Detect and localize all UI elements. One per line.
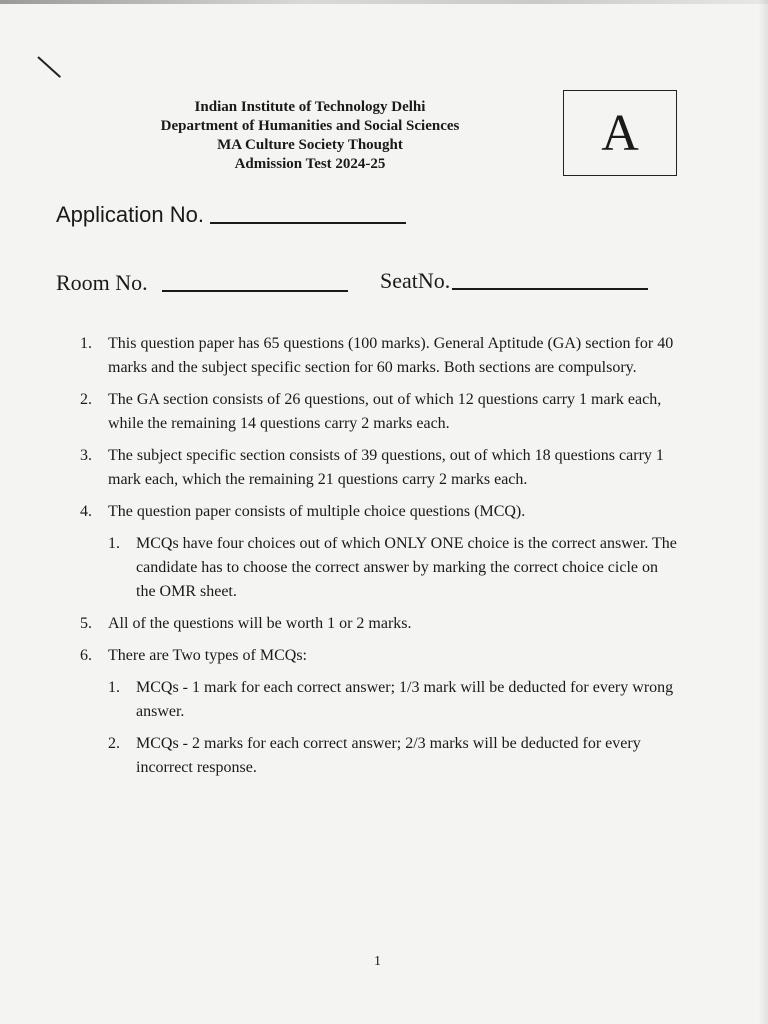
item-number: 1. bbox=[108, 535, 120, 552]
application-blank[interactable] bbox=[210, 221, 406, 224]
instruction-item bbox=[80, 388, 680, 436]
page-number: 1 bbox=[374, 954, 381, 969]
instruction-item bbox=[80, 444, 680, 492]
instruction-item bbox=[80, 500, 680, 524]
seat-label: SeatNo. bbox=[380, 268, 451, 293]
application-label: Application No. bbox=[56, 202, 204, 227]
item-number: 3. bbox=[80, 447, 92, 464]
room-number-field bbox=[56, 270, 348, 296]
application-number-field bbox=[56, 202, 406, 228]
item-text: MCQs - 2 marks for each correct answer; 2/3 marks will be deducted for every incorrect response. bbox=[136, 735, 641, 776]
instruction-subitem bbox=[108, 732, 680, 780]
item-text: MCQs have four choices out of which ONLY ONE choice is the correct answer. The candidate has to choose the correct answer by marking the correct choice cicle on the OMR sheet. bbox=[136, 535, 677, 600]
item-number: 2. bbox=[108, 735, 120, 752]
item-text: The subject specific section consists of 39 questions, out of which 18 questions carry 1 mark each, which the remaining 21 questions carry 2 marks each. bbox=[108, 447, 664, 488]
page-top-edge bbox=[0, 0, 768, 4]
room-blank[interactable] bbox=[162, 289, 348, 292]
item-text: The GA section consists of 26 questions, out of which 12 questions carry 1 mark each, while the remaining 14 questions carry 2 marks each. bbox=[108, 391, 662, 432]
item-text: There are Two types of MCQs: bbox=[108, 647, 307, 664]
test-title: Admission Test 2024-25 bbox=[234, 156, 386, 172]
page-right-shadow bbox=[758, 0, 768, 1024]
document-header bbox=[110, 98, 510, 174]
set-code-box bbox=[563, 90, 677, 176]
instruction-item bbox=[80, 332, 680, 380]
institute-name: Indian Institute of Technology Delhi bbox=[194, 99, 426, 115]
item-text: MCQs - 1 mark for each correct answer; 1/3 mark will be deducted for every wrong answer. bbox=[136, 679, 674, 720]
instruction-item bbox=[80, 644, 680, 668]
pen-mark bbox=[37, 56, 61, 78]
item-number: 1. bbox=[108, 679, 120, 696]
set-code: A bbox=[601, 104, 639, 162]
item-number: 4. bbox=[80, 503, 92, 520]
instruction-item bbox=[80, 612, 680, 636]
department-name: Department of Humanities and Social Sciences bbox=[160, 118, 460, 134]
program-name: MA Culture Society Thought bbox=[217, 137, 403, 153]
item-number: 1. bbox=[80, 335, 92, 352]
instruction-subitem bbox=[108, 532, 680, 604]
item-number: 2. bbox=[80, 391, 92, 408]
item-number: 6. bbox=[80, 647, 92, 664]
instruction-subitem bbox=[108, 676, 680, 724]
seat-blank[interactable] bbox=[452, 287, 648, 290]
item-text: This question paper has 65 questions (100 marks). General Aptitude (GA) section for 40 marks and the subject specific section for 60 marks. Both sections are compulsory. bbox=[108, 335, 674, 376]
instructions-list bbox=[80, 332, 680, 788]
item-text: All of the questions will be worth 1 or 2 marks. bbox=[108, 615, 412, 632]
item-number: 5. bbox=[80, 615, 92, 632]
room-label: Room No. bbox=[56, 270, 148, 295]
item-text: The question paper consists of multiple choice questions (MCQ). bbox=[108, 503, 526, 520]
seat-number-field bbox=[380, 268, 648, 294]
